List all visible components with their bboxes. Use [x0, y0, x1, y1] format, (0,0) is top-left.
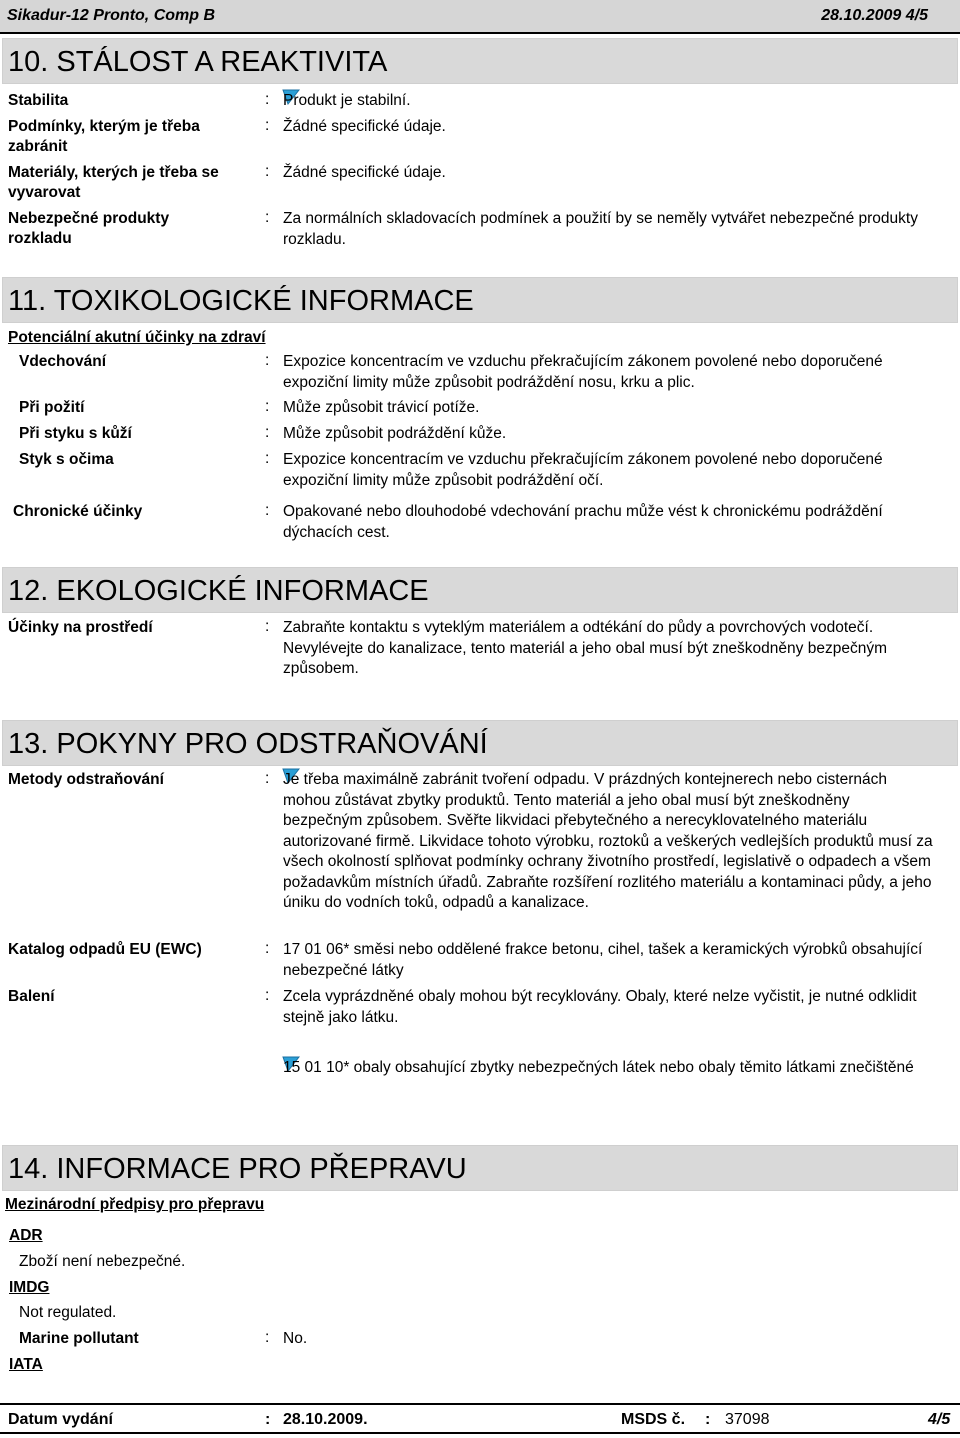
materials-value: Žádné specifické údaje. — [283, 164, 446, 181]
colon: : — [265, 91, 270, 108]
colon: : — [265, 352, 270, 369]
packaging-label: Balení — [8, 988, 55, 1005]
header-date-page: 28.10.2009 4/5 — [821, 7, 928, 24]
colon: : — [265, 450, 270, 467]
document-title: Sikadur-12 Pronto, Comp B — [7, 7, 216, 24]
inhalation-label: Vdechování — [19, 353, 106, 370]
colon: : — [265, 398, 270, 415]
ingestion-value: Může způsobit trávicí potíže. — [283, 399, 480, 416]
iata-label: IATA — [9, 1356, 43, 1373]
colon: : — [265, 1411, 271, 1428]
adr-value: Zboží není nebezpečné. — [19, 1253, 186, 1270]
eye-contact-label: Styk s očima — [19, 451, 114, 468]
imdg-value: Not regulated. — [19, 1304, 117, 1321]
colon: : — [265, 987, 270, 1004]
colon: : — [265, 502, 270, 519]
disposal-methods-value: Je třeba maximálně zabránit tvoření odpadu. V prázdných kontejnerech nebo cisternách mohou zůstávat zbytky produktů. Tento materiál a jeho obal musí být zneškodněny bezpečným způsobem. Svěřte likvidaci přebytečného a nerecyklovatelného materiálu autorizované firmě. Likvidace tohoto výrobku, roztoků a veškerých vedlejších produktů musí za všech okolností splňovat podmínky ochrany životního prostředí, legislativě o odpadech a všem požadavkům místních úřadů. Zabraňte rozšíření rozlitého materiálu a kontaminaci půdy, a jeho úniku do vodních toků, odpadů a kanalizace. — [283, 771, 933, 911]
conditions-value: Žádné specifické údaje. — [283, 118, 446, 135]
ingestion-label: Při požití — [19, 399, 85, 416]
colon: : — [265, 940, 270, 957]
page-header — [0, 0, 960, 34]
colon: : — [265, 163, 270, 180]
skin-contact-label: Při styku s kůží — [19, 425, 132, 442]
marine-pollutant-label: Marine pollutant — [19, 1330, 139, 1347]
imdg-label: IMDG — [9, 1279, 50, 1296]
colon: : — [265, 117, 270, 134]
colon: : — [265, 424, 270, 441]
issue-date-value: 28.10.2009. — [283, 1411, 368, 1428]
transport-regulations-subheading: Mezinárodní předpisy pro přepravu — [5, 1196, 265, 1213]
section-11-heading: 11. TOXIKOLOGICKÉ INFORMACE — [2, 277, 958, 323]
colon: : — [265, 618, 270, 635]
section-10-heading: 10. STÁLOST A REAKTIVITA — [2, 38, 958, 84]
colon: : — [265, 770, 270, 787]
footer-page-number: 4/5 — [928, 1411, 951, 1428]
ewc-catalog-value: 17 01 06* směsi nebo oddělené frakce betonu, cihel, tašek a keramických výrobků obsahující nebezpečné látky — [283, 941, 923, 979]
ewc-catalog-label: Katalog odpadů EU (EWC) — [8, 941, 202, 958]
conditions-label: Podmínky, kterým je třeba zabránit — [8, 118, 200, 155]
decomposition-value: Za normálních skladovacích podmínek a použití by se neměly vytvářet nebezpečné produkty rozkladu. — [283, 210, 918, 248]
stability-label: Stabilita — [8, 92, 69, 109]
colon: : — [265, 209, 270, 226]
environmental-effects-value: Zabraňte kontaktu s vyteklým materiálem a odtékání do půdy a povrchových vodotečí. Nevylévejte do kanalizace, tento materiál a jeho obal musí být zneškodněny bezpečným způsobem. — [283, 619, 887, 677]
materials-label: Materiály, kterých je třeba se vyvarovat — [8, 164, 219, 201]
section-13-heading: 13. POKYNY PRO ODSTRAŇOVÁNÍ — [2, 720, 958, 766]
skin-contact-value: Může způsobit podráždění kůže. — [283, 425, 507, 442]
section-14-heading: 14. INFORMACE PRO PŘEPRAVU — [2, 1145, 958, 1191]
packaging-value: Zcela vyprázdněné obaly mohou být recyklovány. Obaly, které nelze vyčistit, je nutné odklidit stejně jako látku. — [283, 988, 917, 1026]
decomposition-label: Nebezpečné produkty rozkladu — [8, 210, 170, 247]
marine-pollutant-value: No. — [283, 1330, 308, 1347]
stability-value: Produkt je stabilní. — [283, 92, 411, 109]
issue-date-label: Datum vydání — [8, 1411, 113, 1428]
page-footer — [0, 1403, 960, 1434]
chronic-effects-value: Opakované nebo dlouhodobé vdechování prachu může vést k chronickému podráždění dýchacích cest. — [283, 503, 883, 541]
msds-number-label: MSDS č. — [621, 1411, 686, 1428]
inhalation-value: Expozice koncentracím ve vzduchu překračujícím zákonem povolené nebo doporučené expoziční limity může způsobit podráždění nosu, krku a plic. — [283, 353, 883, 391]
adr-label: ADR — [9, 1227, 43, 1244]
environmental-effects-label: Účinky na prostředí — [8, 619, 153, 636]
chronic-effects-label: Chronické účinky — [13, 503, 143, 520]
packaging-note: 15 01 10* obaly obsahující zbytky nebezpečných látek nebo obaly těmito látkami znečištěné — [283, 1059, 914, 1076]
colon: : — [705, 1411, 711, 1428]
disposal-methods-label: Metody odstraňování — [8, 771, 164, 788]
msds-number-value: 37098 — [725, 1411, 770, 1428]
acute-effects-subheading: Potenciální akutní účinky na zdraví — [8, 329, 266, 346]
eye-contact-value: Expozice koncentracím ve vzduchu překračujícím zákonem povolené nebo doporučené expoziční limity může způsobit podráždění očí. — [283, 451, 883, 489]
colon: : — [265, 1329, 270, 1346]
section-12-heading: 12. EKOLOGICKÉ INFORMACE — [2, 567, 958, 613]
